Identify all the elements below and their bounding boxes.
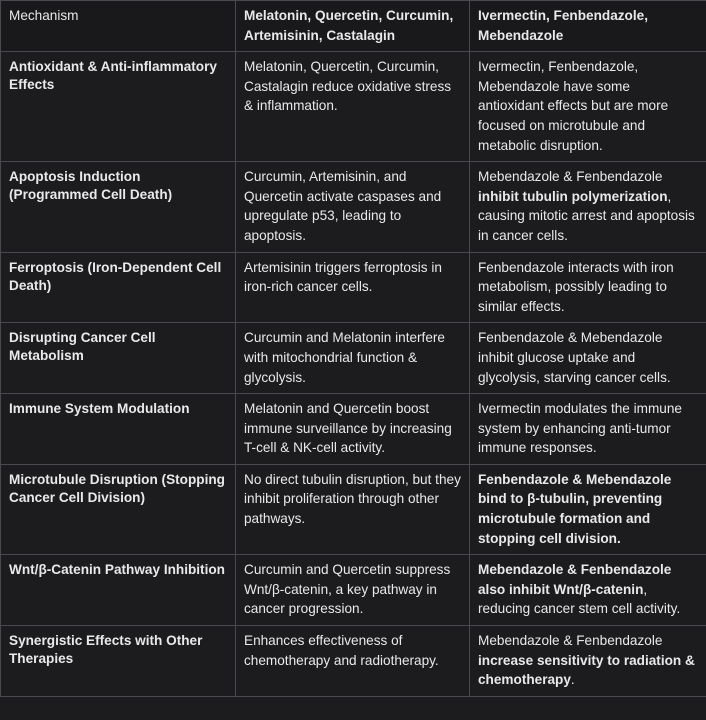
cell-text: Ivermectin modulates the immune system by enhancing anti-tumor immune responses. — [478, 401, 682, 456]
mechanism-cell: Wnt/β-Catenin Pathway Inhibition — [1, 555, 236, 626]
antiparasitic-drugs-cell — [470, 323, 706, 394]
table-row — [1, 626, 706, 697]
table-row — [1, 162, 706, 252]
cell-text: Fenbendazole & Mebendazole inhibit glucose uptake and glycolysis, starving cancer cells. — [478, 330, 671, 385]
table-row — [1, 52, 706, 162]
mechanism-cell: Disrupting Cancer Cell Metabolism — [1, 323, 236, 394]
cell-text: Mebendazole & Fenbendazole — [478, 169, 663, 185]
antiparasitic-drugs-cell — [470, 626, 706, 697]
table-row — [1, 252, 706, 323]
emphasized-text: increase sensitivity to radiation & chemotherapy — [478, 652, 695, 688]
emphasized-text: inhibit tubulin polymerization — [478, 188, 668, 204]
natural-compounds-cell: No direct tubulin disruption, but they inhibit proliferation through other pathways. — [236, 464, 470, 554]
cell-text: , causing mitotic arrest and apoptosis in cancer cells. — [478, 188, 695, 243]
mechanism-cell: Ferroptosis (Iron-Dependent Cell Death) — [1, 252, 236, 323]
header-antiparasitic-drugs: Ivermectin, Fenbendazole, Mebendazole — [470, 1, 706, 52]
table-row — [1, 555, 706, 626]
cell-text: Ivermectin, Fenbendazole, Mebendazole have some antioxidant effects but are more focused on microtubule and metabolic disruption. — [478, 59, 669, 153]
antiparasitic-drugs-cell — [470, 555, 706, 626]
emphasized-text: Mebendazole & Fenbendazole also inhibit Wnt/β-catenin — [478, 562, 672, 597]
natural-compounds-cell: Curcumin and Quercetin suppress Wnt/β-catenin, a key pathway in cancer progression. — [236, 555, 470, 626]
antiparasitic-drugs-cell — [470, 252, 706, 323]
table-row — [1, 394, 706, 465]
natural-compounds-cell: Melatonin, Quercetin, Curcumin, Castalagin reduce oxidative stress & inflammation. — [236, 52, 470, 162]
natural-compounds-cell: Curcumin, Artemisinin, and Quercetin activate caspases and upregulate p53, leading to apoptosis. — [236, 162, 470, 252]
cell-text: Fenbendazole interacts with iron metabolism, possibly leading to similar effects. — [478, 259, 674, 314]
header-mechanism: Mechanism — [1, 1, 236, 52]
cell-text: , reducing cancer stem cell activity. — [478, 581, 681, 617]
cell-text: Mebendazole & Fenbendazole — [478, 633, 663, 649]
header-natural-compounds: Melatonin, Quercetin, Curcumin, Artemisinin, Castalagin — [236, 1, 470, 52]
antiparasitic-drugs-cell — [470, 162, 706, 252]
mechanism-cell: Antioxidant & Anti-inflammatory Effects — [1, 52, 236, 162]
table-row — [1, 323, 706, 394]
table-row — [1, 464, 706, 554]
antiparasitic-drugs-cell — [470, 52, 706, 162]
natural-compounds-cell: Artemisinin triggers ferroptosis in iron-rich cancer cells. — [236, 252, 470, 323]
mechanism-cell: Microtubule Disruption (Stopping Cancer Cell Division) — [1, 464, 236, 554]
table-header-row — [1, 1, 706, 52]
natural-compounds-cell: Curcumin and Melatonin interfere with mitochondrial function & glycolysis. — [236, 323, 470, 394]
cell-text: . — [570, 672, 575, 688]
natural-compounds-cell: Melatonin and Quercetin boost immune surveillance by increasing T-cell & NK-cell activity. — [236, 394, 470, 465]
emphasized-text: Fenbendazole & Mebendazole bind to β-tubulin, preventing microtubule formation and stopping cell division. — [478, 471, 672, 546]
mechanism-cell: Synergistic Effects with Other Therapies — [1, 626, 236, 697]
mechanism-cell: Immune System Modulation — [1, 394, 236, 465]
mechanism-cell: Apoptosis Induction (Programmed Cell Death) — [1, 162, 236, 252]
antiparasitic-drugs-cell — [470, 394, 706, 465]
natural-compounds-cell: Enhances effectiveness of chemotherapy and radiotherapy. — [236, 626, 470, 697]
antiparasitic-drugs-cell — [470, 464, 706, 554]
